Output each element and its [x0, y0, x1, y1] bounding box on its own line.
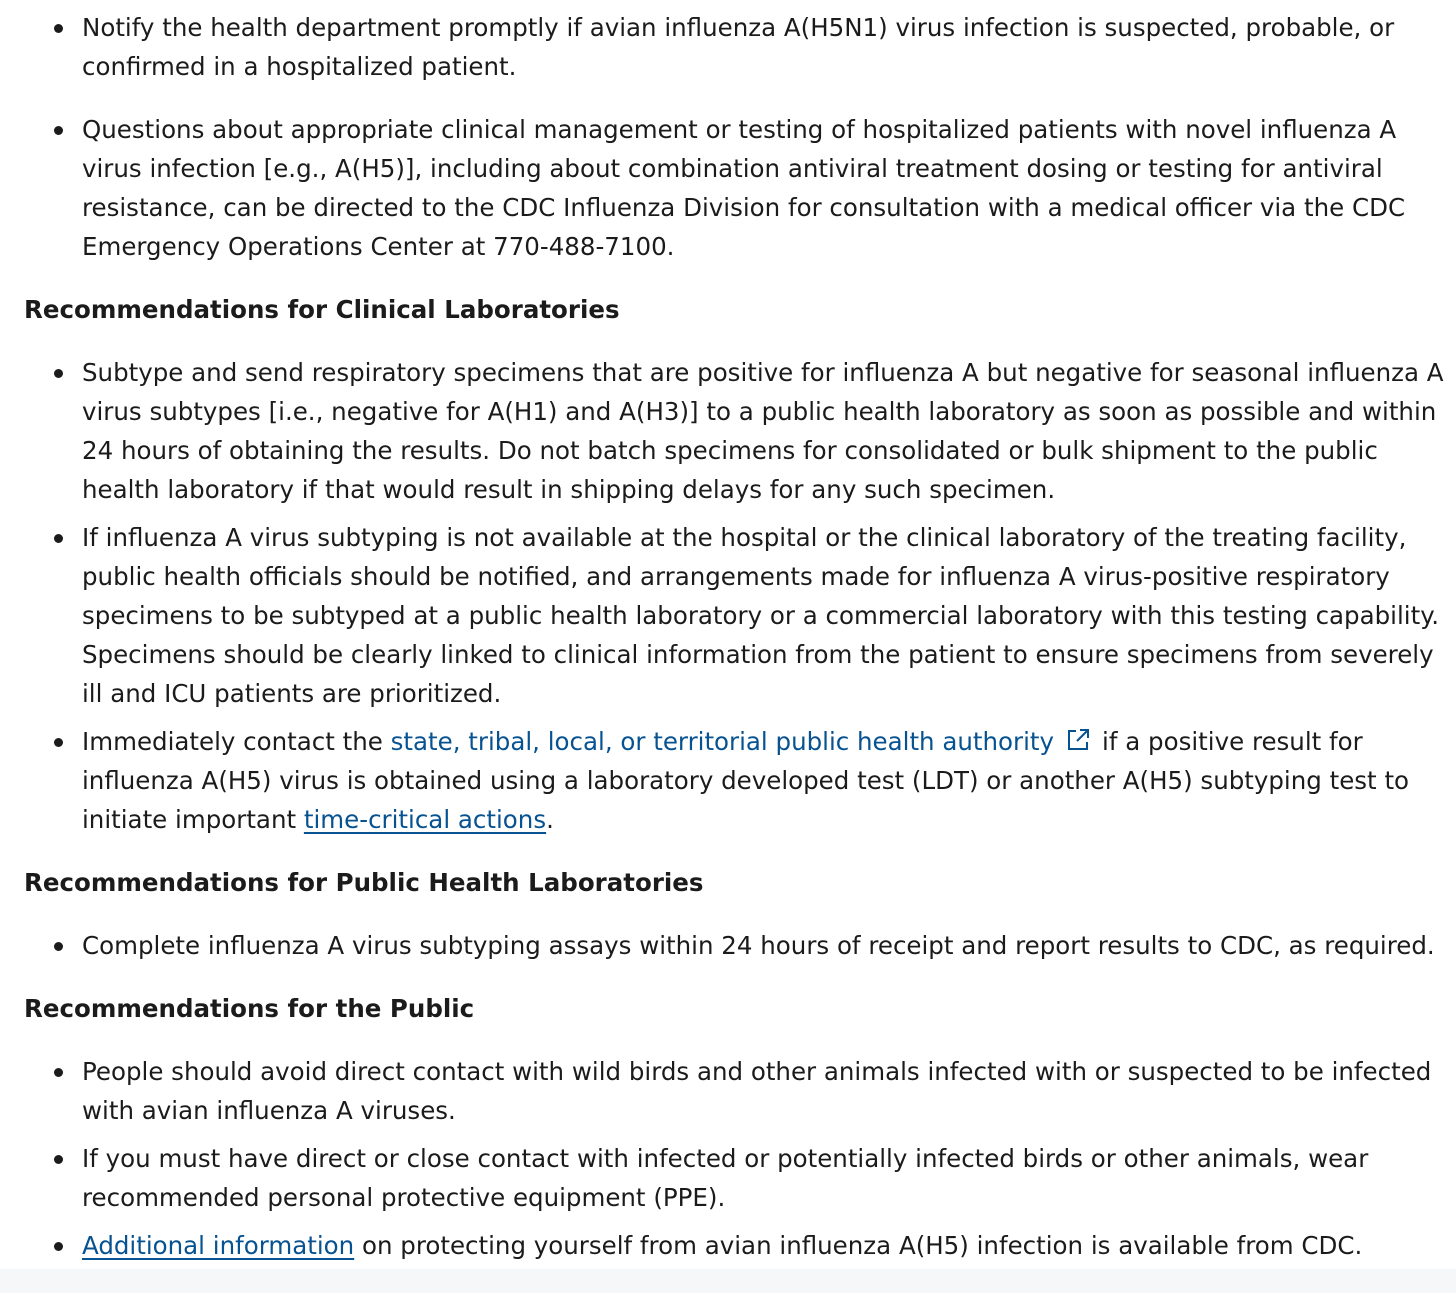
list-item	[82, 518, 1448, 713]
time-critical-actions-link[interactable]: time-critical actions	[303, 805, 547, 834]
bullet-text-middle: if a positive result for influenza A(H5) virus is obtained using a laboratory developed test (LDT) or another A(H5) subtyping test to initiate important	[82, 727, 1410, 834]
bullet-text-suffix: .	[546, 805, 554, 834]
bullet-text-suffix: on protecting yourself from avian influenza A(H5) infection is available from CDC.	[354, 1231, 1363, 1260]
public-health-authority-link[interactable]: state, tribal, local, or territorial public health authority	[390, 727, 1055, 756]
bullet-text: People should avoid direct contact with wild birds and other animals infected with or suspected to be infected with avian influenza A viruses.	[82, 1057, 1432, 1125]
list-item	[82, 1139, 1448, 1217]
main-content	[24, 8, 1448, 1274]
clinical-labs-heading: Recommendations for Clinical Laboratories	[24, 295, 620, 324]
public-heading: Recommendations for the Public	[24, 994, 475, 1023]
page-bottom-edge	[0, 1269, 1456, 1293]
hospital-recommendations-list	[24, 8, 1448, 266]
additional-information-link[interactable]: Additional information	[82, 1231, 355, 1260]
bullet-text: Complete influenza A virus subtyping assays within 24 hours of receipt and report results to CDC, as required.	[82, 931, 1435, 960]
public-recommendations-list	[24, 1052, 1448, 1265]
list-item	[82, 1226, 1448, 1265]
list-item	[82, 353, 1448, 509]
list-item	[82, 1052, 1448, 1130]
bullet-text-prefix: Immediately contact the	[82, 727, 391, 756]
bullet-text: Notify the health department promptly if avian influenza A(H5N1) virus infection is suspected, probable, or confirmed in a hospitalized patient.	[82, 13, 1395, 81]
external-link-icon[interactable]	[1066, 724, 1090, 748]
bullet-text: Subtype and send respiratory specimens that are positive for influenza A but negative for seasonal influenza A virus subtypes [i.e., negative for A(H1) and A(H3)] to a public health laboratory as soon as possible and within 24 hours of obtaining the results. Do not batch specimens for consolidated or bulk shipment to the public health laboratory if that would result in shipping delays for any such specimen.	[82, 358, 1444, 504]
list-item	[82, 926, 1448, 965]
bullet-text: Questions about appropriate clinical management or testing of hospitalized patients with novel influenza A virus infection [e.g., A(H5)], including about combination antiviral treatment dosing or testing for antiviral resistance, can be directed to the CDC Influenza Division for consultation with a medical officer via the CDC Emergency Operations Center at 770-488-7100.	[82, 115, 1406, 261]
bullet-text: If you must have direct or close contact with infected or potentially infected birds or other animals, wear recommended personal protective equipment (PPE).	[82, 1144, 1369, 1212]
clinical-labs-list	[24, 353, 1448, 839]
bullet-text: If influenza A virus subtyping is not available at the hospital or the clinical laboratory of the treating facility, public health officials should be notified, and arrangements made for influenza A virus-positive respiratory specimens to be subtyped at a public health laboratory or a commercial laboratory with this testing capability. Specimens should be clearly linked to clinical information from the patient to ensure specimens from severely ill and ICU patients are prioritized.	[82, 523, 1439, 708]
list-item	[82, 722, 1448, 839]
public-health-labs-list	[24, 926, 1448, 965]
public-health-labs-heading: Recommendations for Public Health Laboratories	[24, 868, 704, 897]
list-item	[82, 110, 1448, 266]
list-item	[82, 8, 1448, 86]
